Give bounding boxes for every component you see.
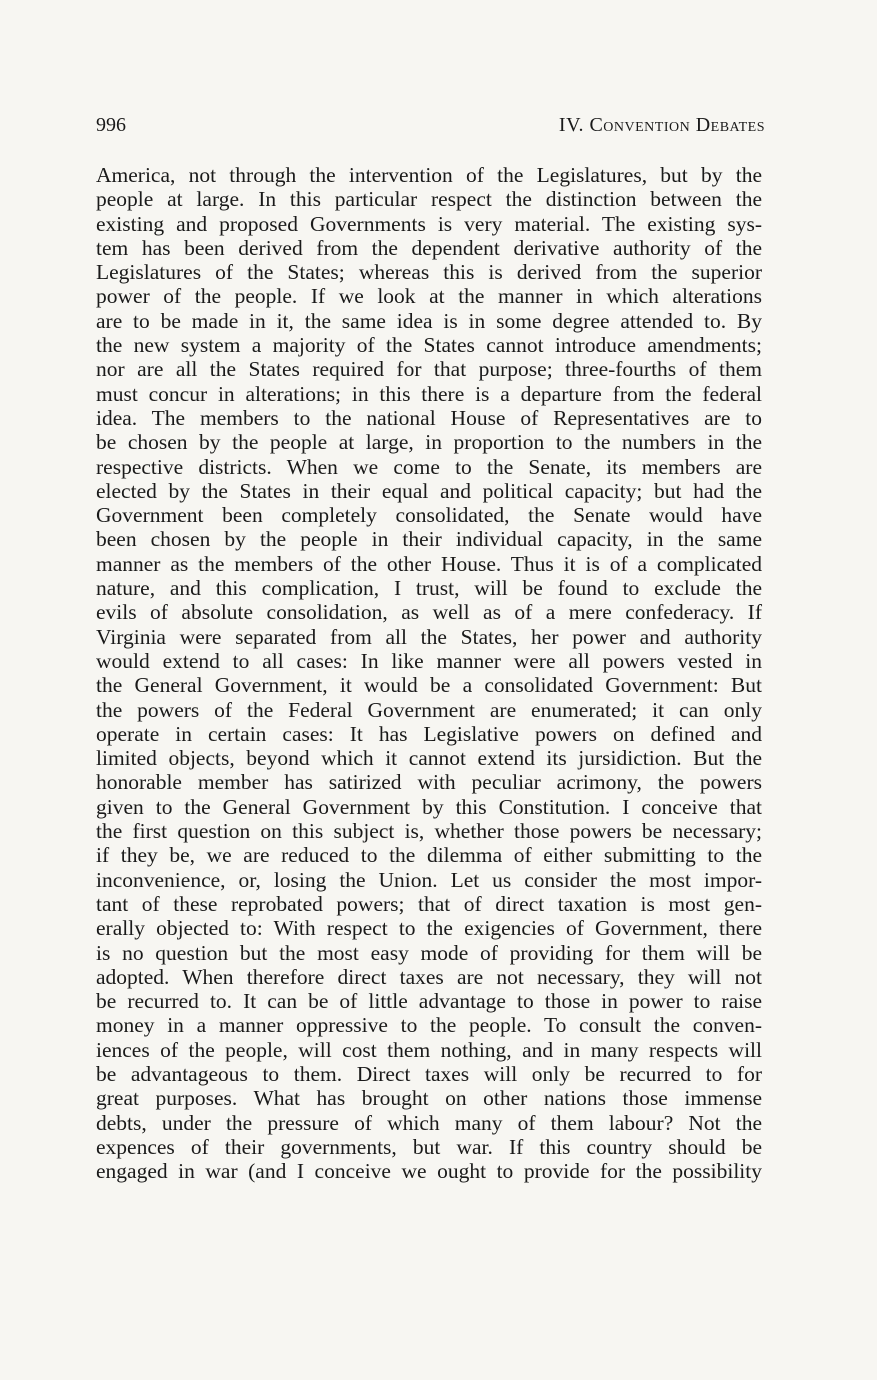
text-line: tem has been derived from the dependent derivative authority of the <box>96 235 762 260</box>
text-line: expences of their governments, but war. If this country should be <box>96 1134 762 1159</box>
text-line: given to the General Government by this Constitution. I conceive that <box>96 794 762 819</box>
text-line: engaged in war (and I conceive we ought to provide for the possibility <box>96 1159 762 1184</box>
text-line: adopted. When therefore direct taxes are not necessary, they will not <box>96 964 762 989</box>
text-line: America, not through the intervention of the Legislatures, but by the <box>96 163 762 187</box>
text-line: respective districts. When we come to the Senate, its members are <box>96 454 762 479</box>
text-line: great purposes. What has brought on other nations those immense <box>96 1086 762 1111</box>
page-number: 996 <box>96 114 126 136</box>
text-line: limited objects, beyond which it cannot extend its jursidiction. But the <box>96 746 762 771</box>
text-line: elected by the States in their equal and political capacity; but had the <box>96 478 762 503</box>
text-line: existing and proposed Governments is very material. The existing sys- <box>96 211 762 236</box>
text-line: inconvenience, or, losing the Union. Let us consider the most impor- <box>96 867 762 892</box>
text-line: Legislatures of the States; whereas this is derived from the superior <box>96 260 762 285</box>
text-line: the new system a majority of the States cannot introduce amendments; <box>96 333 762 358</box>
text-line: idea. The members to the national House of Representatives are to <box>96 405 762 430</box>
text-line: Virginia were separated from all the States, her power and authority <box>96 624 762 649</box>
body-text <box>96 163 762 1183</box>
text-line: been chosen by the people in their individual capacity, in the same <box>96 527 762 552</box>
text-line: people at large. In this particular respect the distinction between the <box>96 187 762 212</box>
text-line: money in a manner oppressive to the people. To consult the conven- <box>96 1013 762 1038</box>
text-line: power of the people. If we look at the manner in which alterations <box>96 284 762 309</box>
text-line: evils of absolute consolidation, as well as of a mere confederacy. If <box>96 600 762 625</box>
text-line: erally objected to: With respect to the exigencies of Government, there <box>96 916 762 941</box>
text-line: nor are all the States required for that purpose; three-fourths of them <box>96 357 762 382</box>
text-line: operate in certain cases: It has Legislative powers on defined and <box>96 721 762 746</box>
text-line: tant of these reprobated powers; that of direct taxation is most gen- <box>96 891 762 916</box>
text-line: are to be made in it, the same idea is in some degree attended to. By <box>96 308 762 333</box>
running-head: IV. Convention Debates <box>558 114 765 136</box>
text-line: must concur in alterations; in this there is a departure from the federal <box>96 381 762 406</box>
text-line: is no question but the most easy mode of providing for them will be <box>96 940 762 965</box>
text-line: would extend to all cases: In like manner were all powers vested in <box>96 648 762 673</box>
text-line: nature, and this complication, I trust, will be found to exclude the <box>96 576 762 601</box>
text-line: Government been completely consolidated, the Senate would have <box>96 503 762 528</box>
page-header <box>96 114 765 144</box>
text-line: be recurred to. It can be of little advantage to those in power to raise <box>96 989 762 1014</box>
text-line: if they be, we are reduced to the dilemma of either submitting to the <box>96 843 762 868</box>
text-line: honorable member has satirized with peculiar acrimony, the powers <box>96 770 762 795</box>
text-line: the first question on this subject is, whether those powers be necessary; <box>96 819 762 844</box>
text-line: the powers of the Federal Government are enumerated; it can only <box>96 697 762 722</box>
text-line: debts, under the pressure of which many of them labour? Not the <box>96 1110 762 1135</box>
text-line: iences of the people, will cost them nothing, and in many respects will <box>96 1037 762 1062</box>
text-line: be advantageous to them. Direct taxes will only be recurred to for <box>96 1061 762 1086</box>
text-line: manner as the members of the other House. Thus it is of a complicated <box>96 551 762 576</box>
text-line: be chosen by the people at large, in proportion to the numbers in the <box>96 430 762 455</box>
text-line: the General Government, it would be a consolidated Government: But <box>96 673 762 698</box>
